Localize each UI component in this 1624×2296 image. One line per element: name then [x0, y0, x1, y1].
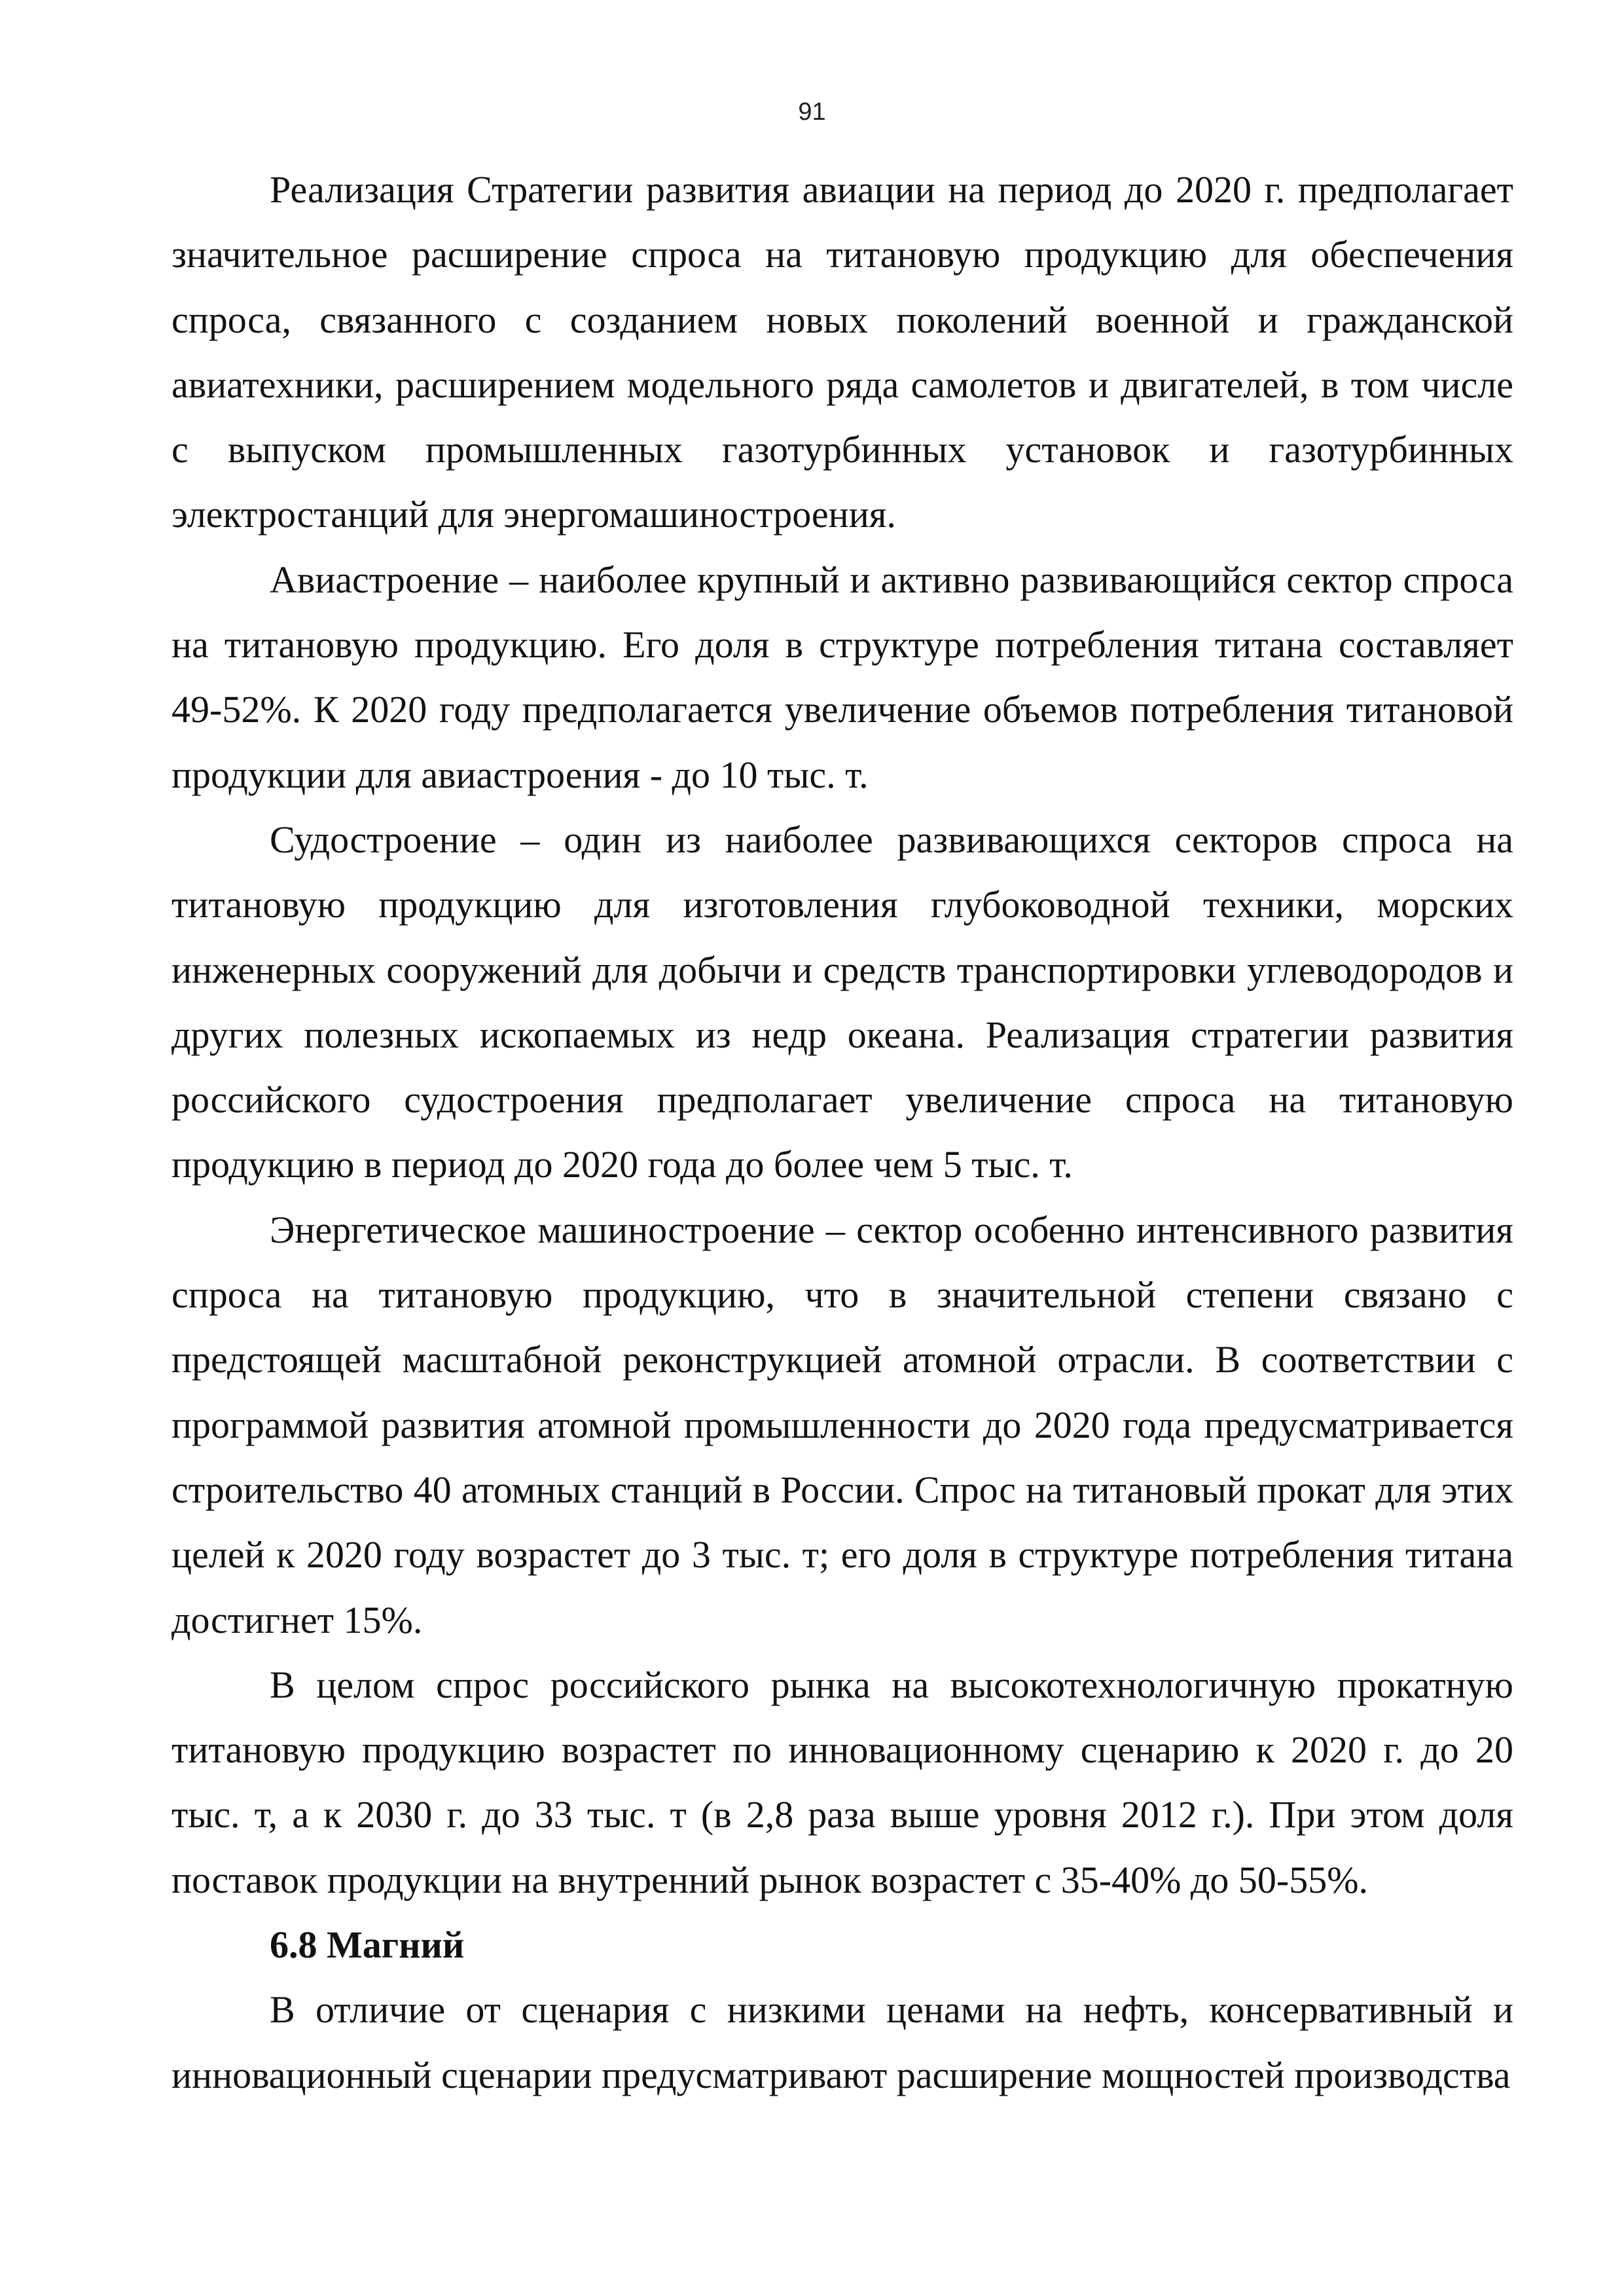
paragraph-aviation-strategy: Реализация Стратегии развития авиации на период до 2020 г. предполагает значительное расширение спроса на титановую продукцию для обеспечения спроса, связанного с созданием новых поколений военной и гражданской авиатехники, расширением модельного ряда самолетов и двигателей, в том числе с выпуском промышленных газотурбинных установок и газотурбинных электростанций для энергомашиностроения. [171, 168, 1513, 536]
paragraph-magnesium: В отличие от сценария с низкими ценами на нефть, консервативный и инновационный сценарии предусматривают расширение мощностей производства [171, 1988, 1513, 2096]
paragraph-aircraft-building: Авиастроение – наиболее крупный и активно развивающийся сектор спроса на титановую продукцию. Его доля в структуре потребления титана составляет 49-52%. К 2020 году предполагается увеличение объемов потребления титановой продукции для авиастроения - до 10 тыс. т. [171, 558, 1513, 796]
paragraph-energy-engineering: Энергетическое машиностроение – сектор особенно интенсивного развития спроса на титановую продукцию, что в значительной степени связано с предстоящей масштабной реконструкцией атомной отрасли. В соответствии с программой развития атомной промышленности до 2020 года предусматривается строительство 40 атомных станций в России. Спрос на титановый прокат для этих целей к 2020 году возрастет до 3 тыс. т; его доля в структуре потребления титана достигнет 15%. [171, 1208, 1513, 1641]
section-heading: 6.8 Магний [270, 1923, 465, 1967]
paragraph-overall-demand: В целом спрос российского рынка на высокотехнологичную прокатную титановую продукцию возрастет по инновационному сценарию к 2020 г. до 20 тыс. т, а к 2030 г. до 33 тыс. т (в 2,8 раза выше уровня 2012 г.). При этом доля поставок продукции на внутренний рынок возрастет с 35-40% до 50-55%. [171, 1663, 1513, 1901]
page-number: 91 [798, 98, 826, 126]
paragraph-shipbuilding: Судостроение – один из наиболее развивающихся секторов спроса на титановую продукцию для изготовления глубоководной техники, морских инженерных сооружений для добычи и средств транспортировки углеводородов и других полезных ископаемых из недр океана. Реализация стратегии развития российского судостроения предполагает увеличение спроса на титановую продукцию в период до 2020 года до более чем 5 тыс. т. [171, 818, 1513, 1186]
document-body [171, 157, 1513, 2107]
